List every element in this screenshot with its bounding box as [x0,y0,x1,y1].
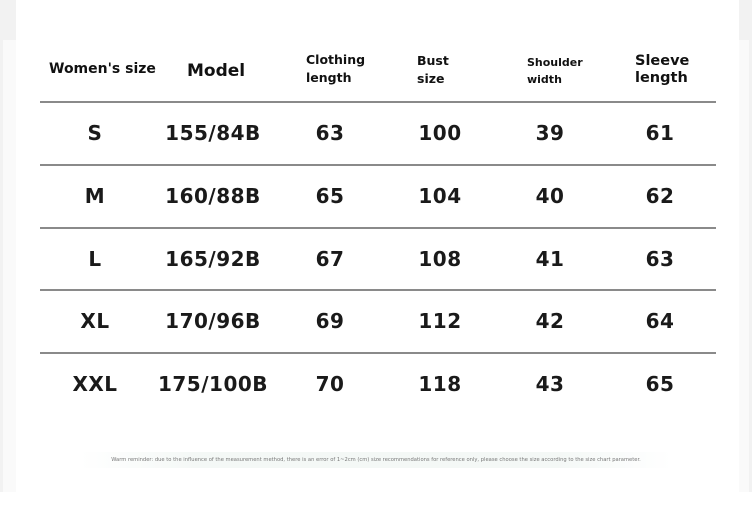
cell-model: 165/92B [165,247,261,271]
bottom-strip [0,492,752,513]
header-bust-size-line1: Bust [417,53,449,68]
cell-shoulder-width: 39 [535,121,565,145]
cell-bust-size: 100 [418,121,462,145]
table-row [40,301,716,341]
cell-shoulder-width: 42 [535,309,565,333]
cell-sleeve-length: 62 [645,184,675,208]
header-sleeve-length-line2: length [635,70,688,86]
divider [40,227,716,229]
cell-model: 160/88B [165,184,261,208]
header-clothing-length-line1: Clothing [306,52,366,67]
table-row [40,239,716,279]
cell-size: S [87,121,103,145]
table-row [40,176,716,216]
cell-clothing-length: 69 [315,309,345,333]
cell-bust-size: 112 [418,309,462,333]
left-shadow [3,40,16,492]
cell-clothing-length: 70 [315,372,345,396]
cell-clothing-length: 63 [315,121,345,145]
divider [40,164,716,166]
cell-bust-size: 104 [418,184,462,208]
cell-clothing-length: 65 [315,184,345,208]
cell-shoulder-width: 40 [535,184,565,208]
cell-shoulder-width: 43 [535,372,565,396]
cell-sleeve-length: 65 [645,372,675,396]
divider [40,289,716,291]
cell-model: 155/84B [165,121,261,145]
header-shoulder-width-line2: width [527,73,562,86]
divider [40,101,716,103]
header-clothing-length-line2: length [306,70,352,85]
cell-model: 170/96B [165,309,261,333]
right-shadow [739,40,749,492]
cell-sleeve-length: 61 [645,121,675,145]
header-clothing-length [306,51,365,87]
header-sleeve-length [635,53,689,87]
cell-bust-size: 108 [418,247,462,271]
header-bust-size [417,52,449,88]
cell-clothing-length: 67 [315,247,345,271]
cell-sleeve-length: 63 [645,247,675,271]
cell-size: L [88,247,102,271]
cell-size: XL [80,309,110,333]
cell-size: XXL [72,372,118,396]
cell-shoulder-width: 41 [535,247,565,271]
header-womens-size: Women's size [49,61,156,77]
header-bust-size-line2: size [417,71,445,86]
header-shoulder-width-line1: Shoulder [527,56,583,69]
measurement-note: Warm reminder: due to the influence of the measurement method, there is an error of 1~2cm (cm) size recommendations for reference only, please choose the size according to the size chart parameter. [80,452,672,468]
cell-size: M [84,184,106,208]
table-row [40,113,716,153]
header-model: Model [187,61,246,81]
header-sleeve-length-line1: Sleeve [635,53,690,69]
cell-bust-size: 118 [418,372,462,396]
table-row [40,364,716,404]
cell-sleeve-length: 64 [645,309,675,333]
header-shoulder-width [527,54,583,88]
cell-model: 175/100B [157,372,269,396]
divider [40,352,716,354]
